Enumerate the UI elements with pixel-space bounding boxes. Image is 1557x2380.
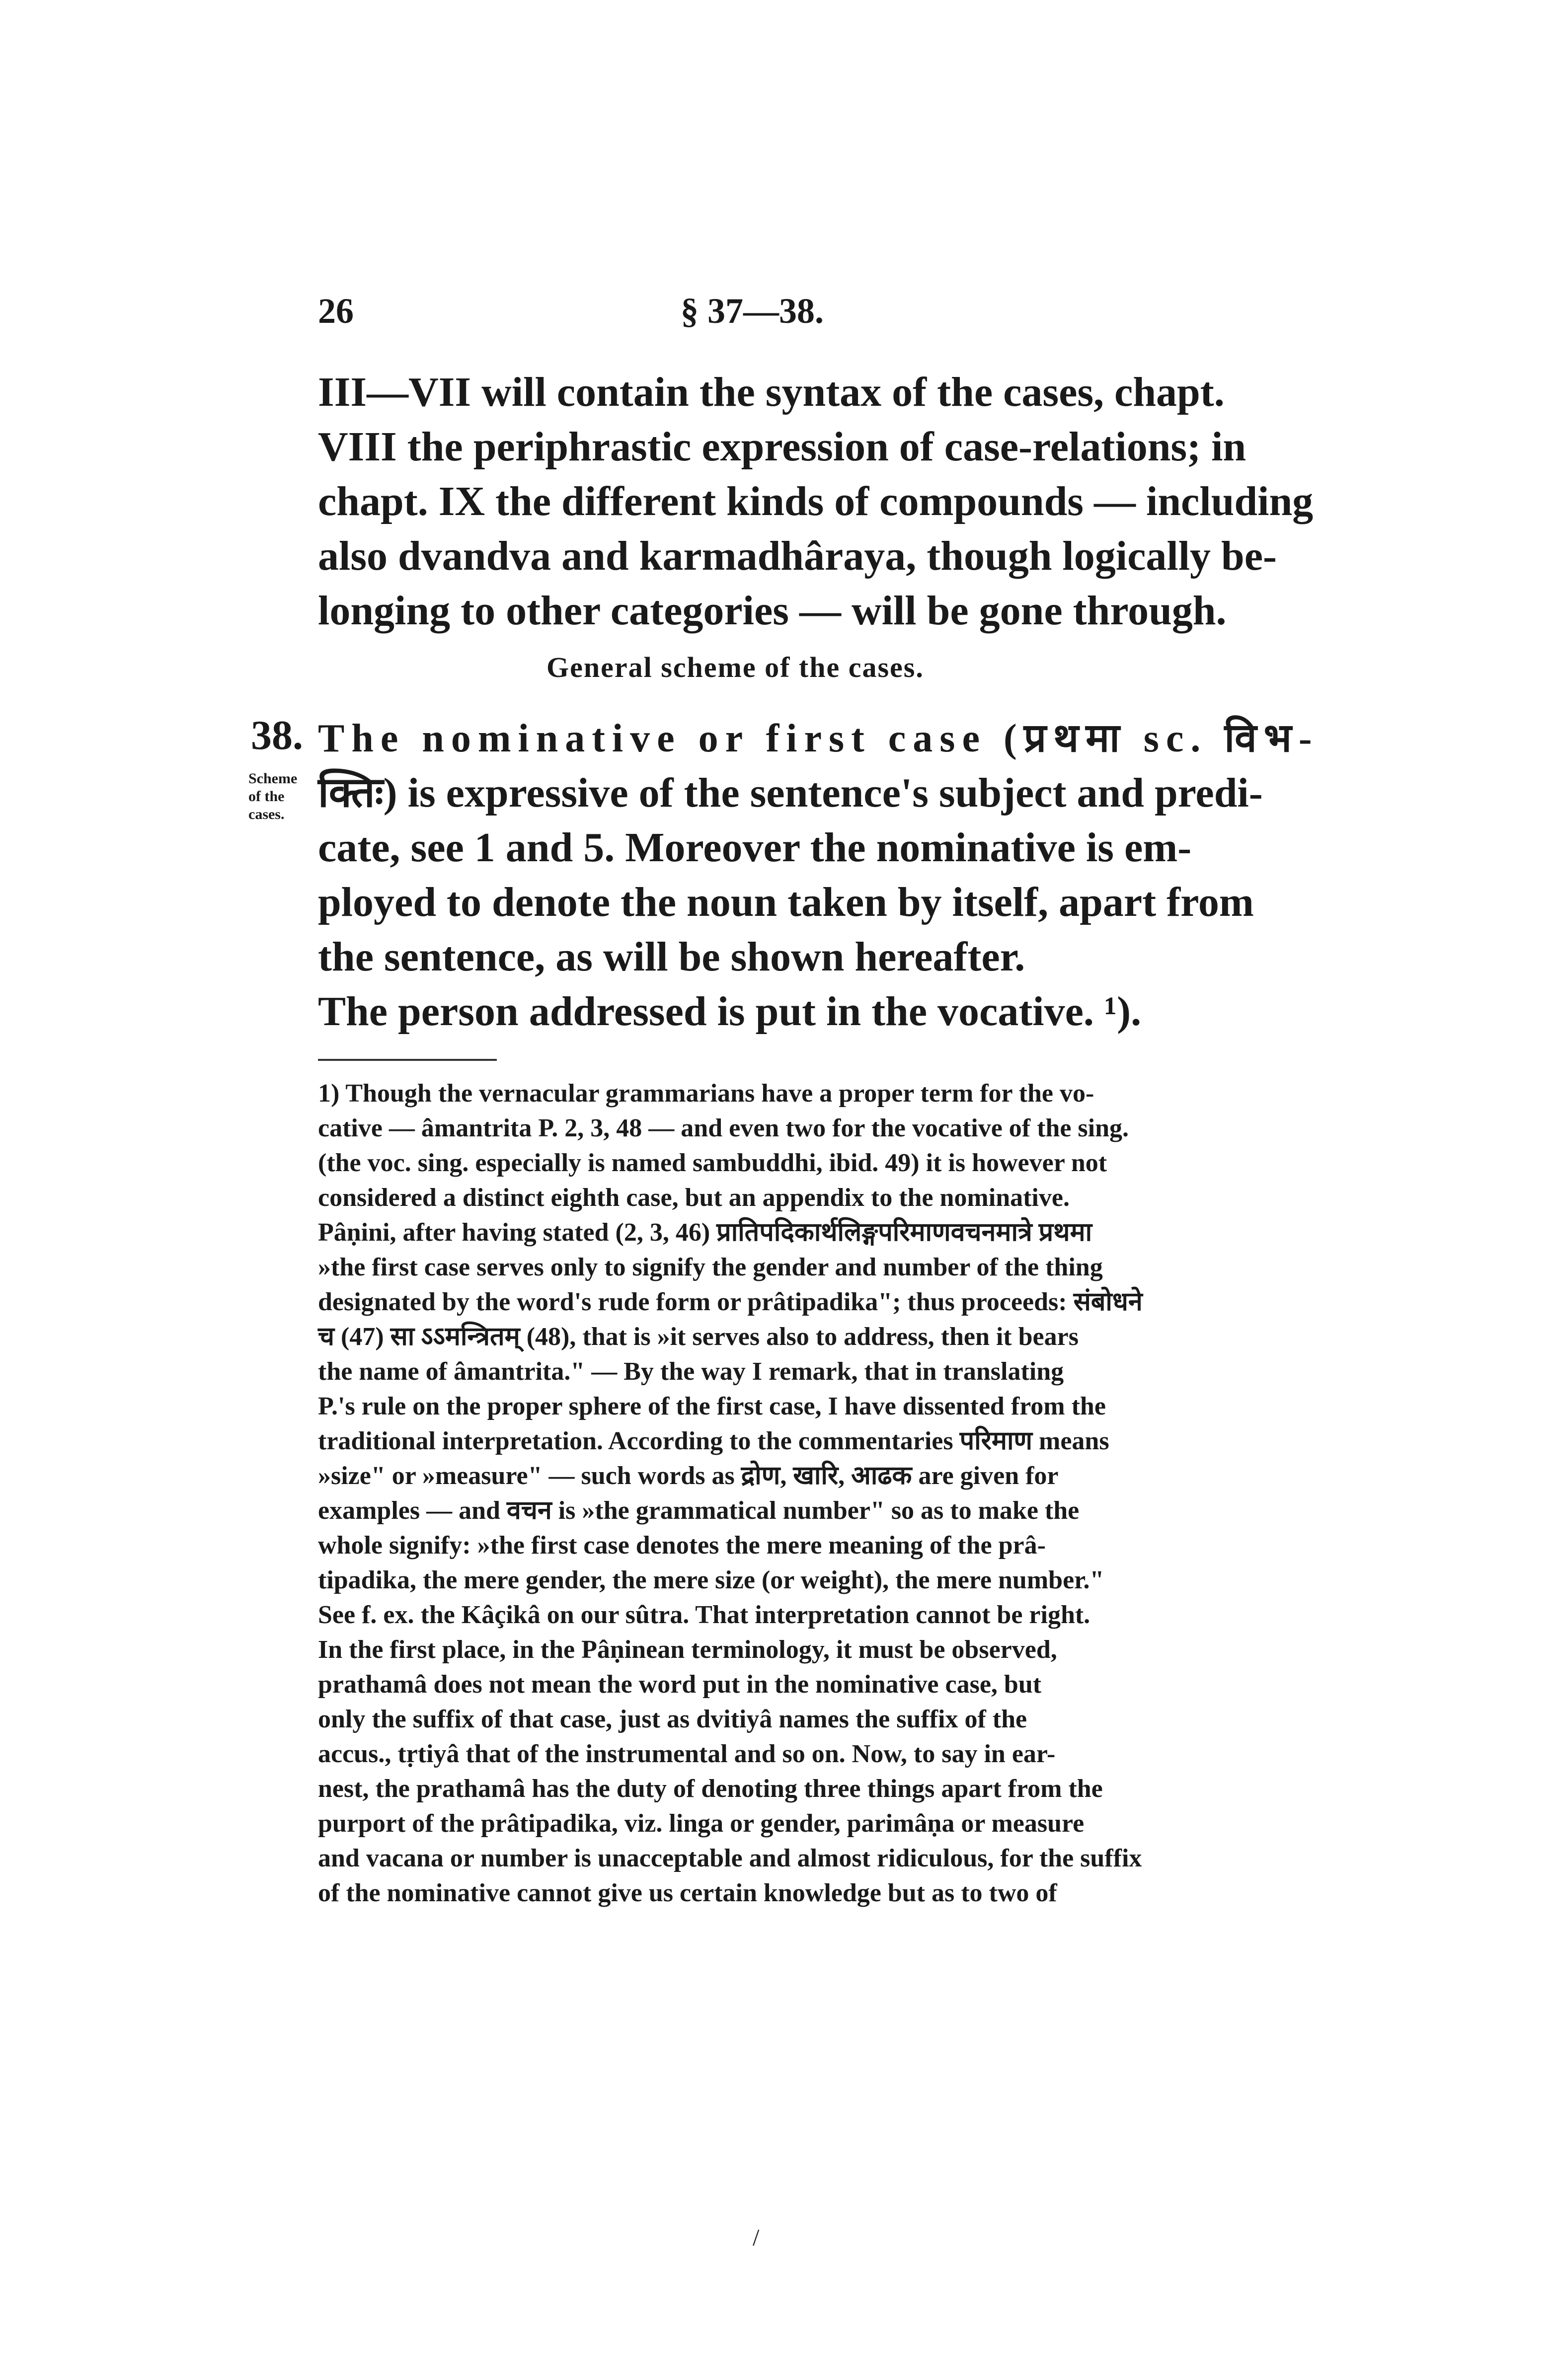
page-header	[318, 291, 1331, 340]
footnote-line: purport of the prâtipadika, viz. linga or gender, parimâṇa or measure	[318, 1809, 1085, 1838]
footnote-line: nest, the prathamâ has the duty of denoting three things apart from the	[318, 1775, 1103, 1803]
page-number: 26	[318, 291, 354, 331]
footnote-line: च (47) सा ऽऽमन्त्रितम् (48), that is »it serves also to address, then it bears	[318, 1323, 1079, 1351]
paragraph-line: the sentence, as will be shown hereafter.	[318, 934, 1025, 980]
intro-line: chapt. IX the different kinds of compounds — including	[318, 478, 1314, 524]
footnote-line: Pâṇini, after having stated (2, 3, 46) प्रातिपदिकार्थलिङ्गपरिमाणवचनमात्रे प्रथमा	[318, 1218, 1092, 1247]
footnote-line: of the nominative cannot give us certain knowledge but as to two of	[318, 1879, 1057, 1907]
footnote-line: (the voc. sing. especially is named sambuddhi, ibid. 49) it is however not	[318, 1149, 1107, 1177]
paragraph-line: cate, see 1 and 5. Moreover the nominative is em-	[318, 824, 1192, 871]
paragraph-line: क्तिः) is expressive of the sentence's subject and predi-	[318, 770, 1263, 816]
footnote-rule	[318, 1059, 497, 1061]
footnote-line: »size" or »measure" — such words as द्रोण, खारि, आढक are given for	[318, 1462, 1059, 1490]
intro-line: VIII the periphrastic expression of case-relations; in	[318, 424, 1246, 470]
footnote-line: examples — and वचन is »the grammatical number" so as to make the	[318, 1496, 1080, 1525]
footnote-line: traditional interpretation. According to the commentaries परिमाण means	[318, 1427, 1109, 1455]
footnote-line: and vacana or number is unacceptable and almost ridiculous, for the suffix	[318, 1844, 1142, 1872]
footnote-line: See f. ex. the Kâçikâ on our sûtra. That interpretation cannot be right.	[318, 1601, 1090, 1629]
footnote-line: In the first place, in the Pâṇinean terminology, it must be observed,	[318, 1636, 1057, 1664]
footnote-line: whole signify: »the first case denotes the mere meaning of the prâ-	[318, 1531, 1046, 1560]
footnote-line: prathamâ does not mean the word put in the nominative case, but	[318, 1670, 1042, 1699]
intro-line: longing to other categories — will be gone through.	[318, 588, 1227, 634]
footnote-line: cative — âmantrita P. 2, 3, 48 — and even two for the vocative of the sing.	[318, 1114, 1129, 1142]
intro-line: III—VII will contain the syntax of the cases, chapt.	[318, 369, 1225, 415]
footnote-line: tipadika, the mere gender, the mere size (or weight), the mere number."	[318, 1566, 1104, 1594]
footnote-line: only the suffix of that case, just as dvitiyâ names the suffix of the	[318, 1705, 1027, 1733]
footnote-line: »the first case serves only to signify the gender and number of the thing	[318, 1253, 1103, 1281]
footnote-line: accus., tṛtiyâ that of the instrumental and so on. Now, to say in ear-	[318, 1740, 1056, 1768]
footnote-line: considered a distinct eighth case, but an appendix to the nominative.	[318, 1184, 1070, 1212]
paragraph-line: ployed to denote the noun taken by itself, apart from	[318, 879, 1254, 925]
section-number: 38.	[251, 712, 303, 758]
stray-mark: /	[753, 2225, 760, 2251]
footnote-line: the name of âmantrita." — By the way I remark, that in translating	[318, 1357, 1064, 1386]
paragraph-line: The person addressed is put in the vocative. ¹).	[318, 988, 1142, 1035]
footnote-line: P.'s rule on the proper sphere of the first case, I have dissented from the	[318, 1392, 1106, 1420]
margin-note: Scheme of the cases.	[248, 770, 298, 822]
section-reference: § 37—38.	[681, 291, 824, 331]
intro-line: also dvandva and karmadhâraya, though logically be-	[318, 533, 1277, 579]
footnote-line: designated by the word's rude form or prâtipadika"; thus proceeds: संबोधने	[318, 1288, 1143, 1316]
paragraph-line: The nominative or first case (प्रथमा sc. विभ-	[318, 717, 1319, 760]
section-heading: General scheme of the cases.	[546, 651, 924, 683]
footnote-line: 1) Though the vernacular grammarians have a proper term for the vo-	[318, 1079, 1094, 1108]
